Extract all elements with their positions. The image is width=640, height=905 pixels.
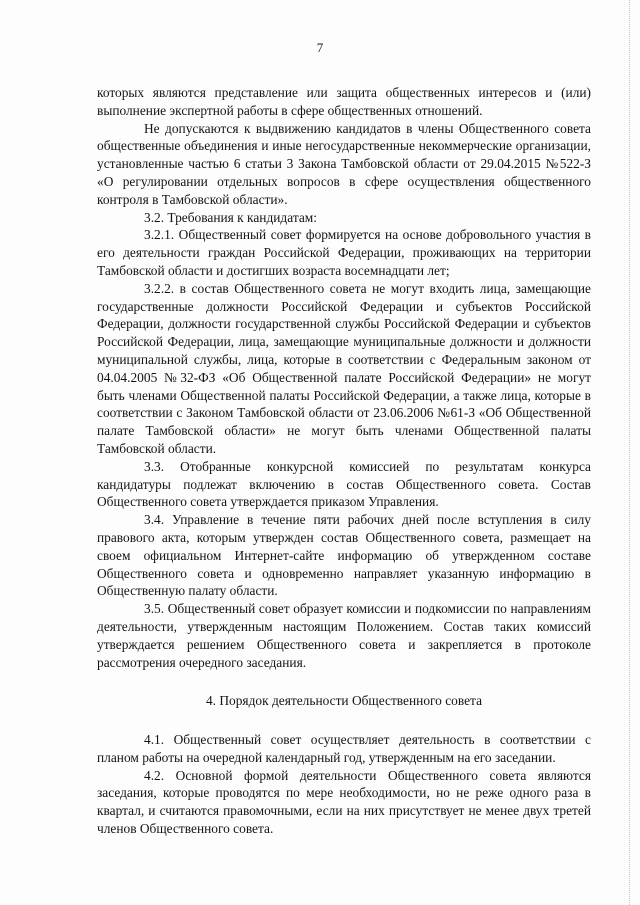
paragraph-4-1: 4.1. Общественный совет осуществляет деятельность в соответствии с планом работы на очередной календарный год, утвержденным на его заседании.: [97, 732, 591, 765]
document-body: [97, 84, 591, 838]
paragraph-4-2: 4.2. Основной формой деятельности Общественного совета являются заседания, которые проводятся по мере необходимости, но не реже одного раза в квартал, и считаются правомочными, если на них присутствует не менее двух третей членов Общественного совета.: [97, 767, 591, 837]
paragraph-3-2-2: 3.2.2. в состав Общественного совета не могут входить лица, замещающие государственные должности Российской Федерации и субъектов Российской Федерации, должности государственной службы Российской Федерации и субъектов Российской Федерации, лица, замещающие муниципальные должности и должности муниципальной службы, лица, которые в соответствии с Федеральным законом от 04.04.2005 №32-ФЗ «Об Общественной палате Российской Федерации» не могут быть членами Общественной палаты Российской Федерации, а также лица, которые в соответствии с Законом Тамбовской области от 23.06.2006 №61-З «Об Общественной палате Тамбовской области» не могут быть членами Общественной палаты Тамбовской области.: [97, 280, 591, 456]
paragraph-3-2: 3.2. Требования к кандидатам:: [144, 209, 317, 225]
paragraph-3-2-1: 3.2.1. Общественный совет формируется на основе добровольного участия в его деятельности граждан Российской Федерации, проживающих на территории Тамбовской области и достигших возраста восемнадцати лет;: [97, 227, 591, 278]
paragraph-3-4: 3.4. Управление в течение пяти рабочих дней после вступления в силу правового акта, которым утвержден состав Общественного совета, размещает на своем официальном Интернет-сайте информацию об утвержденном составе Общественного совета и одновременно направляет указанную информацию в Общественную палату области.: [97, 512, 591, 599]
paragraph-continuation: которых являются представление или защита общественных интересов и (или) выполнение экспертной работы в сфере общественных отношений.: [97, 85, 591, 118]
paragraph-3-5: 3.5. Общественный совет образует комиссии и подкомиссии по направлениям деятельности, утвержденным настоящим Положением. Состав таких комиссий утверждается решением Общественного совета и закрепляется в протоколе рассмотрения очередного заседания.: [97, 601, 591, 670]
paragraph-exclusion: Не допускаются к выдвижению кандидатов в члены Общественного совета общественные объединения и иные негосударственные некоммерческие организации, установленные частью 6 статьи 3 Закона Тамбовской области от 29.04.2015 №522-З «О регулировании отдельных вопросов в сфере осуществления общественного контроля в Тамбовской области».: [97, 120, 591, 207]
page-number: 7: [316, 40, 324, 55]
scan-edge: [629, 0, 640, 905]
paragraph-3-3: 3.3. Отобранные конкурсной комиссией по результатам конкурса кандидатуры подлежат включению в состав Общественного совета. Состав Общественного совета утверждается приказом Управления.: [97, 458, 591, 510]
section-heading: 4. Порядок деятельности Общественного совета: [205, 693, 483, 709]
